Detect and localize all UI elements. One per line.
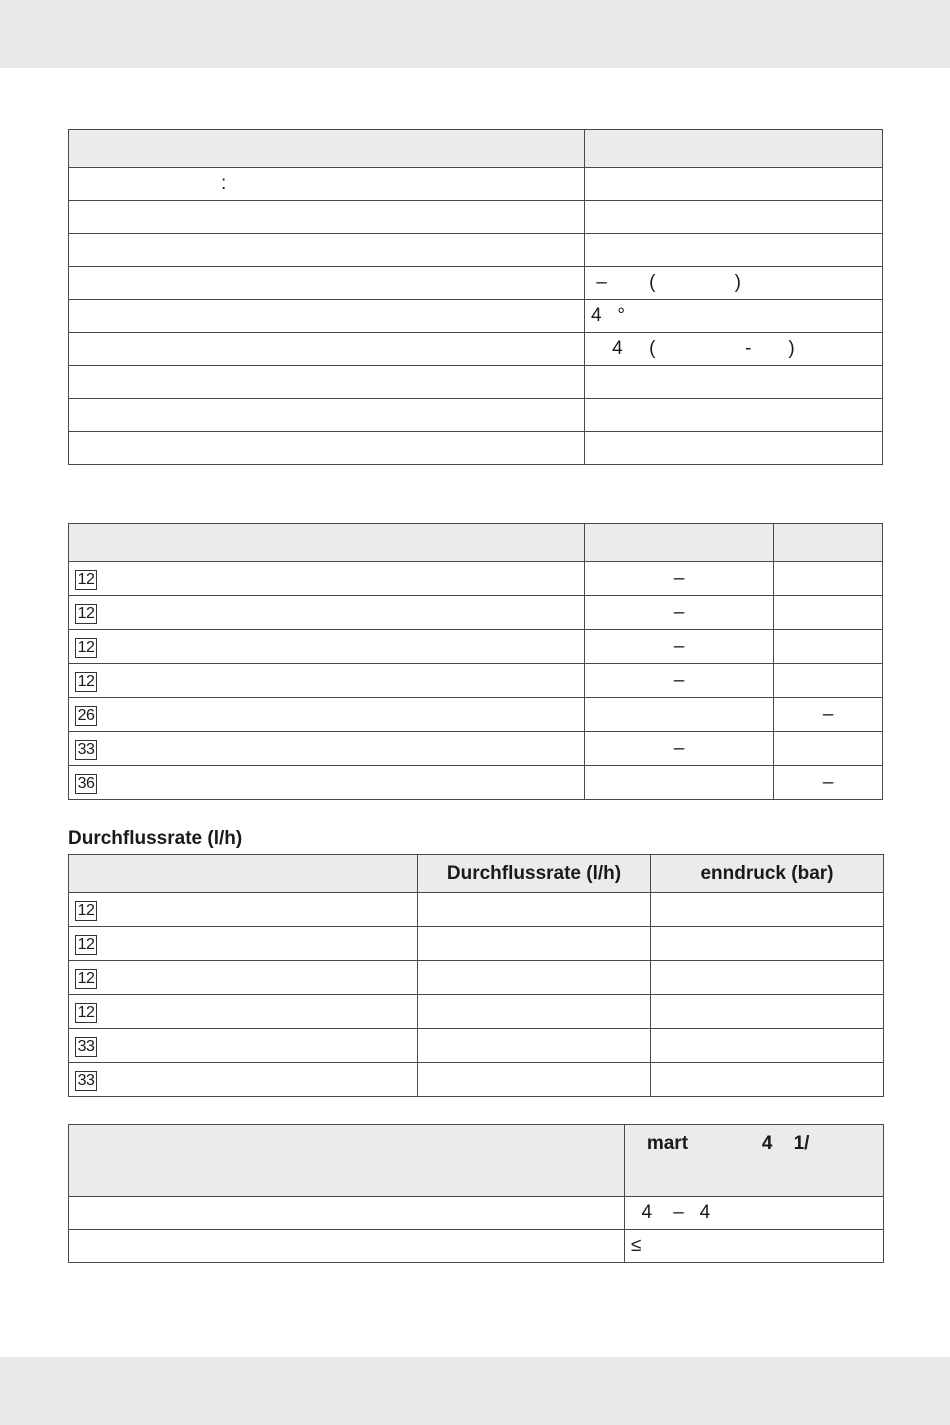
- table-cell: [69, 698, 585, 732]
- table-row: [69, 300, 883, 333]
- table-cell: –: [585, 664, 774, 698]
- table-cell: –: [585, 562, 774, 596]
- table-cell: [651, 1029, 884, 1063]
- table-cell: –: [585, 732, 774, 766]
- table-cell: [69, 168, 585, 201]
- table-cell: [69, 1197, 625, 1230]
- part-number-badge: 33: [75, 740, 97, 760]
- table-cell: –: [774, 698, 883, 732]
- header-cell: [774, 524, 883, 562]
- specs-table-2: [68, 523, 883, 800]
- table-cell: [651, 995, 884, 1029]
- table-cell: [69, 562, 585, 596]
- table-cell: [774, 664, 883, 698]
- top-band: [0, 0, 950, 68]
- table-cell: [69, 1230, 625, 1263]
- table-cell: 4 ( - ): [585, 333, 883, 366]
- table-cell: [69, 1029, 418, 1063]
- header-cell: [585, 130, 883, 168]
- table-cell: [69, 995, 418, 1029]
- table-cell: [585, 366, 883, 399]
- part-number-badge: 12: [75, 672, 97, 692]
- table-row: [69, 893, 884, 927]
- part-number-badge: 36: [75, 774, 97, 794]
- table-cell: [69, 596, 585, 630]
- table-cell: 4 °: [585, 300, 883, 333]
- table-row: [69, 766, 883, 800]
- table-cell: [585, 432, 883, 465]
- table-row: [69, 234, 883, 267]
- table-row: [69, 201, 883, 234]
- part-number-badge: 12: [75, 901, 97, 921]
- header-cell: [585, 524, 774, 562]
- table-row: [69, 1197, 884, 1230]
- table-cell: –: [774, 766, 883, 800]
- flow-rate-table: [68, 854, 884, 1097]
- table-row: [69, 995, 884, 1029]
- table-header-row: [69, 855, 884, 893]
- table-cell: [774, 630, 883, 664]
- table-cell: [69, 399, 585, 432]
- table-cell: [418, 995, 651, 1029]
- table-cell: [69, 333, 585, 366]
- table-cell: [585, 766, 774, 800]
- table-cell: [69, 201, 585, 234]
- part-number-badge: 26: [75, 706, 97, 726]
- table-row: [69, 399, 883, 432]
- table-cell: [651, 893, 884, 927]
- table-cell: [418, 893, 651, 927]
- table-cell: [69, 366, 585, 399]
- table-cell: [418, 927, 651, 961]
- table-cell: [651, 1063, 884, 1097]
- table-cell: [69, 432, 585, 465]
- table-cell: [585, 399, 883, 432]
- table-cell: [585, 201, 883, 234]
- table-row: [69, 333, 883, 366]
- table-cell: [69, 234, 585, 267]
- table-cell: –: [585, 630, 774, 664]
- part-number-badge: 33: [75, 1037, 97, 1057]
- table-row: [69, 961, 884, 995]
- table-cell: [69, 766, 585, 800]
- table-cell: [418, 961, 651, 995]
- part-number-badge: 12: [75, 935, 97, 955]
- specs-table-4: [68, 1124, 884, 1263]
- table-cell: [585, 698, 774, 732]
- header-cell: [69, 855, 418, 893]
- part-number-badge: 12: [75, 969, 97, 989]
- table-cell: [69, 961, 418, 995]
- table-cell: [774, 732, 883, 766]
- table-cell: [418, 1063, 651, 1097]
- table-cell: [69, 664, 585, 698]
- table-cell: [651, 927, 884, 961]
- table-cell: [69, 732, 585, 766]
- section-title: Durchflussrate (l/h): [68, 828, 243, 849]
- table-cell: [69, 1063, 418, 1097]
- table-row: [69, 698, 883, 732]
- table-row: [69, 732, 883, 766]
- table-cell: [651, 961, 884, 995]
- table-row: [69, 1029, 884, 1063]
- part-number-badge: 12: [75, 1003, 97, 1023]
- table-row: [69, 596, 883, 630]
- table-header-row: [69, 1125, 884, 1197]
- table-row: [69, 168, 883, 201]
- part-number-badge: 12: [75, 570, 97, 590]
- table-row: [69, 664, 883, 698]
- bottom-band: [0, 1357, 950, 1425]
- table-header-row: [69, 130, 883, 168]
- table-row: [69, 267, 883, 300]
- table-cell: [69, 893, 418, 927]
- part-number-badge: 33: [75, 1071, 97, 1091]
- table-row: [69, 1230, 884, 1263]
- header-cell: enndruck (bar): [651, 855, 884, 893]
- table-row: [69, 1063, 884, 1097]
- table-cell: [69, 300, 585, 333]
- table-cell: ≤: [625, 1230, 884, 1263]
- cell-text: :: [221, 173, 227, 194]
- table-row: [69, 927, 884, 961]
- table-cell: [774, 596, 883, 630]
- table-cell: 4 – 4: [625, 1197, 884, 1230]
- table-row: [69, 366, 883, 399]
- part-number-badge: 12: [75, 638, 97, 658]
- part-number-badge: 12: [75, 604, 97, 624]
- table-row: [69, 562, 883, 596]
- table-cell: [69, 267, 585, 300]
- table-cell: [418, 1029, 651, 1063]
- table-cell: [585, 234, 883, 267]
- table-row: [69, 432, 883, 465]
- table-cell: [774, 562, 883, 596]
- header-cell: [69, 524, 585, 562]
- table-cell: [69, 927, 418, 961]
- header-cell: Durchflussrate (l/h): [418, 855, 651, 893]
- table-header-row: [69, 524, 883, 562]
- header-cell: mart 4 1/: [625, 1125, 884, 1197]
- specs-table-1: [68, 129, 883, 465]
- table-cell: –: [585, 596, 774, 630]
- table-cell: – ( ): [585, 267, 883, 300]
- table-cell: [585, 168, 883, 201]
- header-cell: [69, 130, 585, 168]
- header-cell: [69, 1125, 625, 1197]
- table-row: [69, 630, 883, 664]
- table-cell: [69, 630, 585, 664]
